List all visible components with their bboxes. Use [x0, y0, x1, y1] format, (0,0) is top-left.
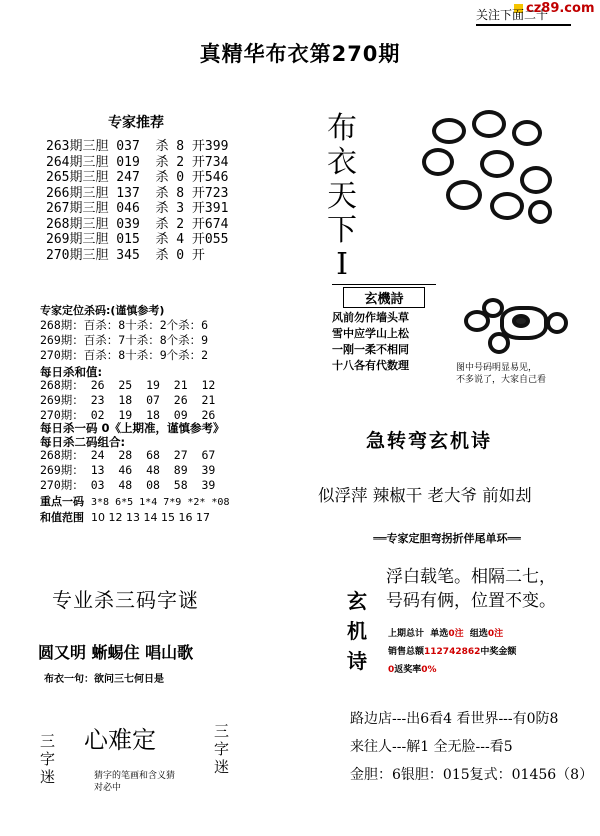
blob-shape	[512, 314, 530, 328]
hezhi-row: 268期： 26 25 19 21 12	[40, 378, 216, 392]
expert-heading: 专家推荐	[108, 115, 164, 131]
erma-row: 270期： 03 48 08 58 39	[40, 478, 216, 492]
erma-row: 268期： 24 28 68 27 67	[40, 448, 216, 462]
blob-shape	[520, 166, 552, 194]
buyi-char: 下	[327, 213, 357, 248]
hezhi-row: 269期： 23 18 07 26 21	[40, 393, 216, 407]
shazi-sub: 布衣一句：欲问三七何日是	[44, 674, 164, 685]
expert-row: 266期三胆 137 杀 8 开723	[46, 185, 229, 201]
page-title: 真精华布衣第270期	[199, 42, 401, 66]
expert-banner: ══专家定胆弯拐折伴尾单环══	[373, 532, 521, 545]
erma-rows	[40, 448, 215, 493]
dingwei-heading: 专家定位杀码:(谨慎参考)	[40, 304, 165, 317]
jizhuan-heading: 急转弯玄机诗	[366, 430, 493, 452]
riddle-char: 迷	[40, 768, 56, 786]
expert-row: 268期三胆 039 杀 2 开674	[46, 216, 229, 232]
riddle-hint-line: 猜字的笔画和含义猜	[94, 771, 176, 781]
erma-heading: 每日杀二码组合:	[40, 435, 126, 449]
riddle-left-label	[40, 732, 58, 786]
expert-rows	[46, 139, 228, 263]
riddle-right-label	[214, 722, 232, 776]
blob-shape	[546, 312, 568, 334]
xuanji-poem-line2: 号码有俩，位置不变。	[386, 591, 556, 611]
xuanji-poem-line1: 浮白载笔。相隔二七，	[386, 567, 556, 587]
riddle-center-word: 心难定	[84, 726, 156, 754]
xuanji-poem-title: 玄機詩	[343, 287, 425, 308]
number-shape-figure	[460, 296, 580, 354]
sales-line1: 上期总计 单选0注 组选0注	[388, 629, 504, 639]
hezhi-heading: 每日杀和值:	[40, 365, 103, 379]
erma-row: 269期： 13 46 48 89 39	[40, 463, 216, 477]
expert-row: 270期三胆 345 杀 0 开	[46, 247, 205, 263]
dingwei-row: 268期：百杀：8十杀：2个杀：6	[40, 318, 209, 332]
sales-line3: 0返奖率0%	[388, 665, 437, 675]
xuanji-char: 玄	[347, 589, 367, 613]
xuanji-note-line: 不多说了，大家自己看	[456, 375, 547, 385]
bottom-line3: 金胆：6银胆：015复式：01456（8）	[350, 767, 594, 783]
hezhi-range-line: 和值范围 10 12 13 14 15 16 17	[40, 511, 210, 524]
riddle-hint-line: 对必中	[94, 783, 122, 793]
zhongdian-line: 重点一码 3*8 6*5 1*4 7*9 *2* *08	[40, 495, 230, 508]
buyi-char: 衣	[327, 145, 357, 180]
xuanji-note-line: 图中号码明显易见，	[456, 363, 538, 373]
expert-row: 265期三胆 247 杀 0 开546	[46, 170, 229, 185]
blob-shape	[512, 120, 542, 146]
expert-row: 267期三胆 046 杀 3 开391	[46, 201, 229, 216]
xuanji-poem-line: 风前勿作墙头草	[332, 311, 409, 324]
xuanji-poem-line: 雪中应学山上松	[332, 327, 409, 340]
xuanji-poem-line: 十八各有代数理	[332, 359, 409, 372]
buyi-vertical-title	[322, 112, 362, 282]
dingwei-row: 269期：百杀：7十杀：8个杀：9	[40, 333, 209, 347]
dingwei-row: 270期：百杀：8十杀：9个杀：2	[40, 348, 209, 362]
follow-label: 关注下面二十	[476, 6, 571, 26]
riddle-hint	[94, 770, 204, 794]
bottom-line2: 来往人---解1 全无脸---看5	[350, 739, 513, 755]
hezhi-rows	[40, 378, 215, 423]
xuanji-note	[456, 362, 596, 386]
xuanji-poem-line: 一刚一柔不相同	[332, 343, 409, 356]
shazi-line: 圆又明 蜥蜴住 唱山歌	[38, 643, 194, 662]
jizhuan-line: 似浮萍 辣椒干 老大爷 前如刦	[318, 486, 532, 505]
buyi-char: 天	[327, 179, 357, 214]
xuanji-char: 诗	[347, 649, 367, 673]
blob-shape	[446, 180, 482, 210]
watermark-text: cz89.com	[526, 1, 595, 16]
xuanji-poem-lines	[332, 310, 436, 374]
riddle-char: 字	[214, 740, 230, 758]
blob-shape	[480, 150, 514, 178]
sales-line2: 销售总额112742862中奖金额	[388, 647, 517, 657]
riddle-char: 迷	[214, 758, 230, 776]
yima-heading: 每日杀一码 0《上期准，谨慎参考》	[40, 421, 225, 435]
expert-row: 269期三胆 015 杀 4 开055	[46, 232, 229, 247]
blob-shape	[528, 200, 552, 224]
xuanji-vertical-title	[344, 586, 370, 676]
riddle-char: 三	[40, 732, 56, 750]
buyi-char: 布	[327, 111, 357, 146]
blob-shape	[490, 192, 524, 220]
xuanji-poem-box	[332, 284, 436, 381]
blob-shape	[432, 118, 466, 144]
blob-figure	[410, 108, 560, 238]
blob-shape	[488, 332, 510, 354]
shazi-heading: 专业杀三码字谜	[52, 588, 199, 612]
blob-shape	[422, 148, 454, 176]
dingwei-rows	[40, 318, 208, 363]
xuanji-char: 机	[347, 619, 367, 643]
riddle-char: 字	[40, 750, 56, 768]
buyi-char: I	[336, 247, 348, 282]
blob-shape	[472, 110, 506, 138]
expert-row: 264期三胆 019 杀 2 开734	[46, 154, 229, 170]
bottom-line1: 路边店---出6看4 看世界---有0防8	[350, 711, 559, 727]
expert-row: 263期三胆 037 杀 8 开399	[46, 139, 229, 154]
riddle-char: 三	[214, 722, 230, 740]
hezhi-row: 270期： 02 19 18 09 26	[40, 408, 216, 422]
